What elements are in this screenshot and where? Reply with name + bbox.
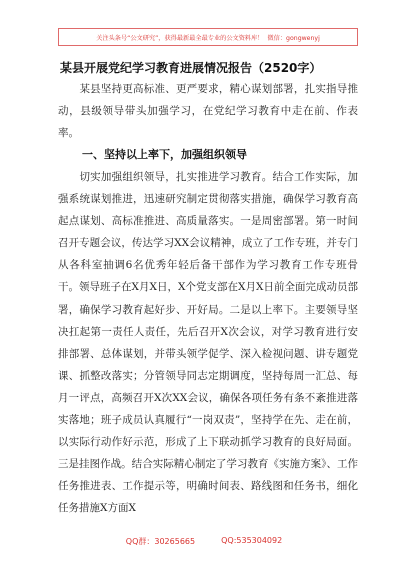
wechat-text: 微信：gongwenyj bbox=[267, 34, 320, 42]
intro-paragraph: 某县坚持更高标准、更严要求，精心谋划部署，扎实指导推动，县级领导带头加强学习，在党纪学习教育中走在前、作表率。 bbox=[58, 83, 358, 140]
header-promo-banner bbox=[58, 28, 358, 46]
footer-contact bbox=[0, 536, 408, 547]
section-body-paragraph: 切实加强组织领导，扎实推进学习教育。结合工作实际，加强系统谋划推进，迅速研究制定贯彻落实措施，确保学习教育高起点谋划、高标准推进、高质量落实。一是周密部署。第一时间召开专题会议，传达学习XX会议精神，成立了工作专班，并专门从各科室抽调6名优秀年轻后备干部作为学习教育工作专班骨干。领导班子在X月X日，X个党支部在X月X日前全面完成动员部署，确保学习教育起好步、开好局。二是以上率下。主要领导坚决扛起第一责任人责任，先后召开X次会议，对学习教育进行安排部署、总体谋划，并带头领学促学、深入检视问题、讲专题党课、抓整改落实；分管领导同志定期调度，坚持每周一汇总、每月一评点，高频召开X次XX会议，确保各项任务有条不紊推进落实落地；班子成员认真履行“一岗双责”，坚持学在先、走在前，以实际行动作好示范，形成了上下联动抓学习教育的良好局面。三是挂图作战。结合实际精心制定了学习教育《实施方案》、工作任务推进表、工作提示等，明确时间表、路线图和任务书，细化任务措施X方面X bbox=[58, 171, 358, 515]
qq-number-text: QQ:535304092 bbox=[221, 536, 283, 545]
qq-group-text: QQ群：30265665 bbox=[125, 537, 196, 546]
document-title: 某县开展党纪学习教育进展情况报告（2520字） bbox=[60, 61, 322, 75]
promo-text: 关注头条号“公文研究”，获得最新最全最专业的公文资料库！ bbox=[96, 34, 264, 42]
section-heading: 一、坚持以上率下，加强组织领导 bbox=[82, 148, 247, 161]
